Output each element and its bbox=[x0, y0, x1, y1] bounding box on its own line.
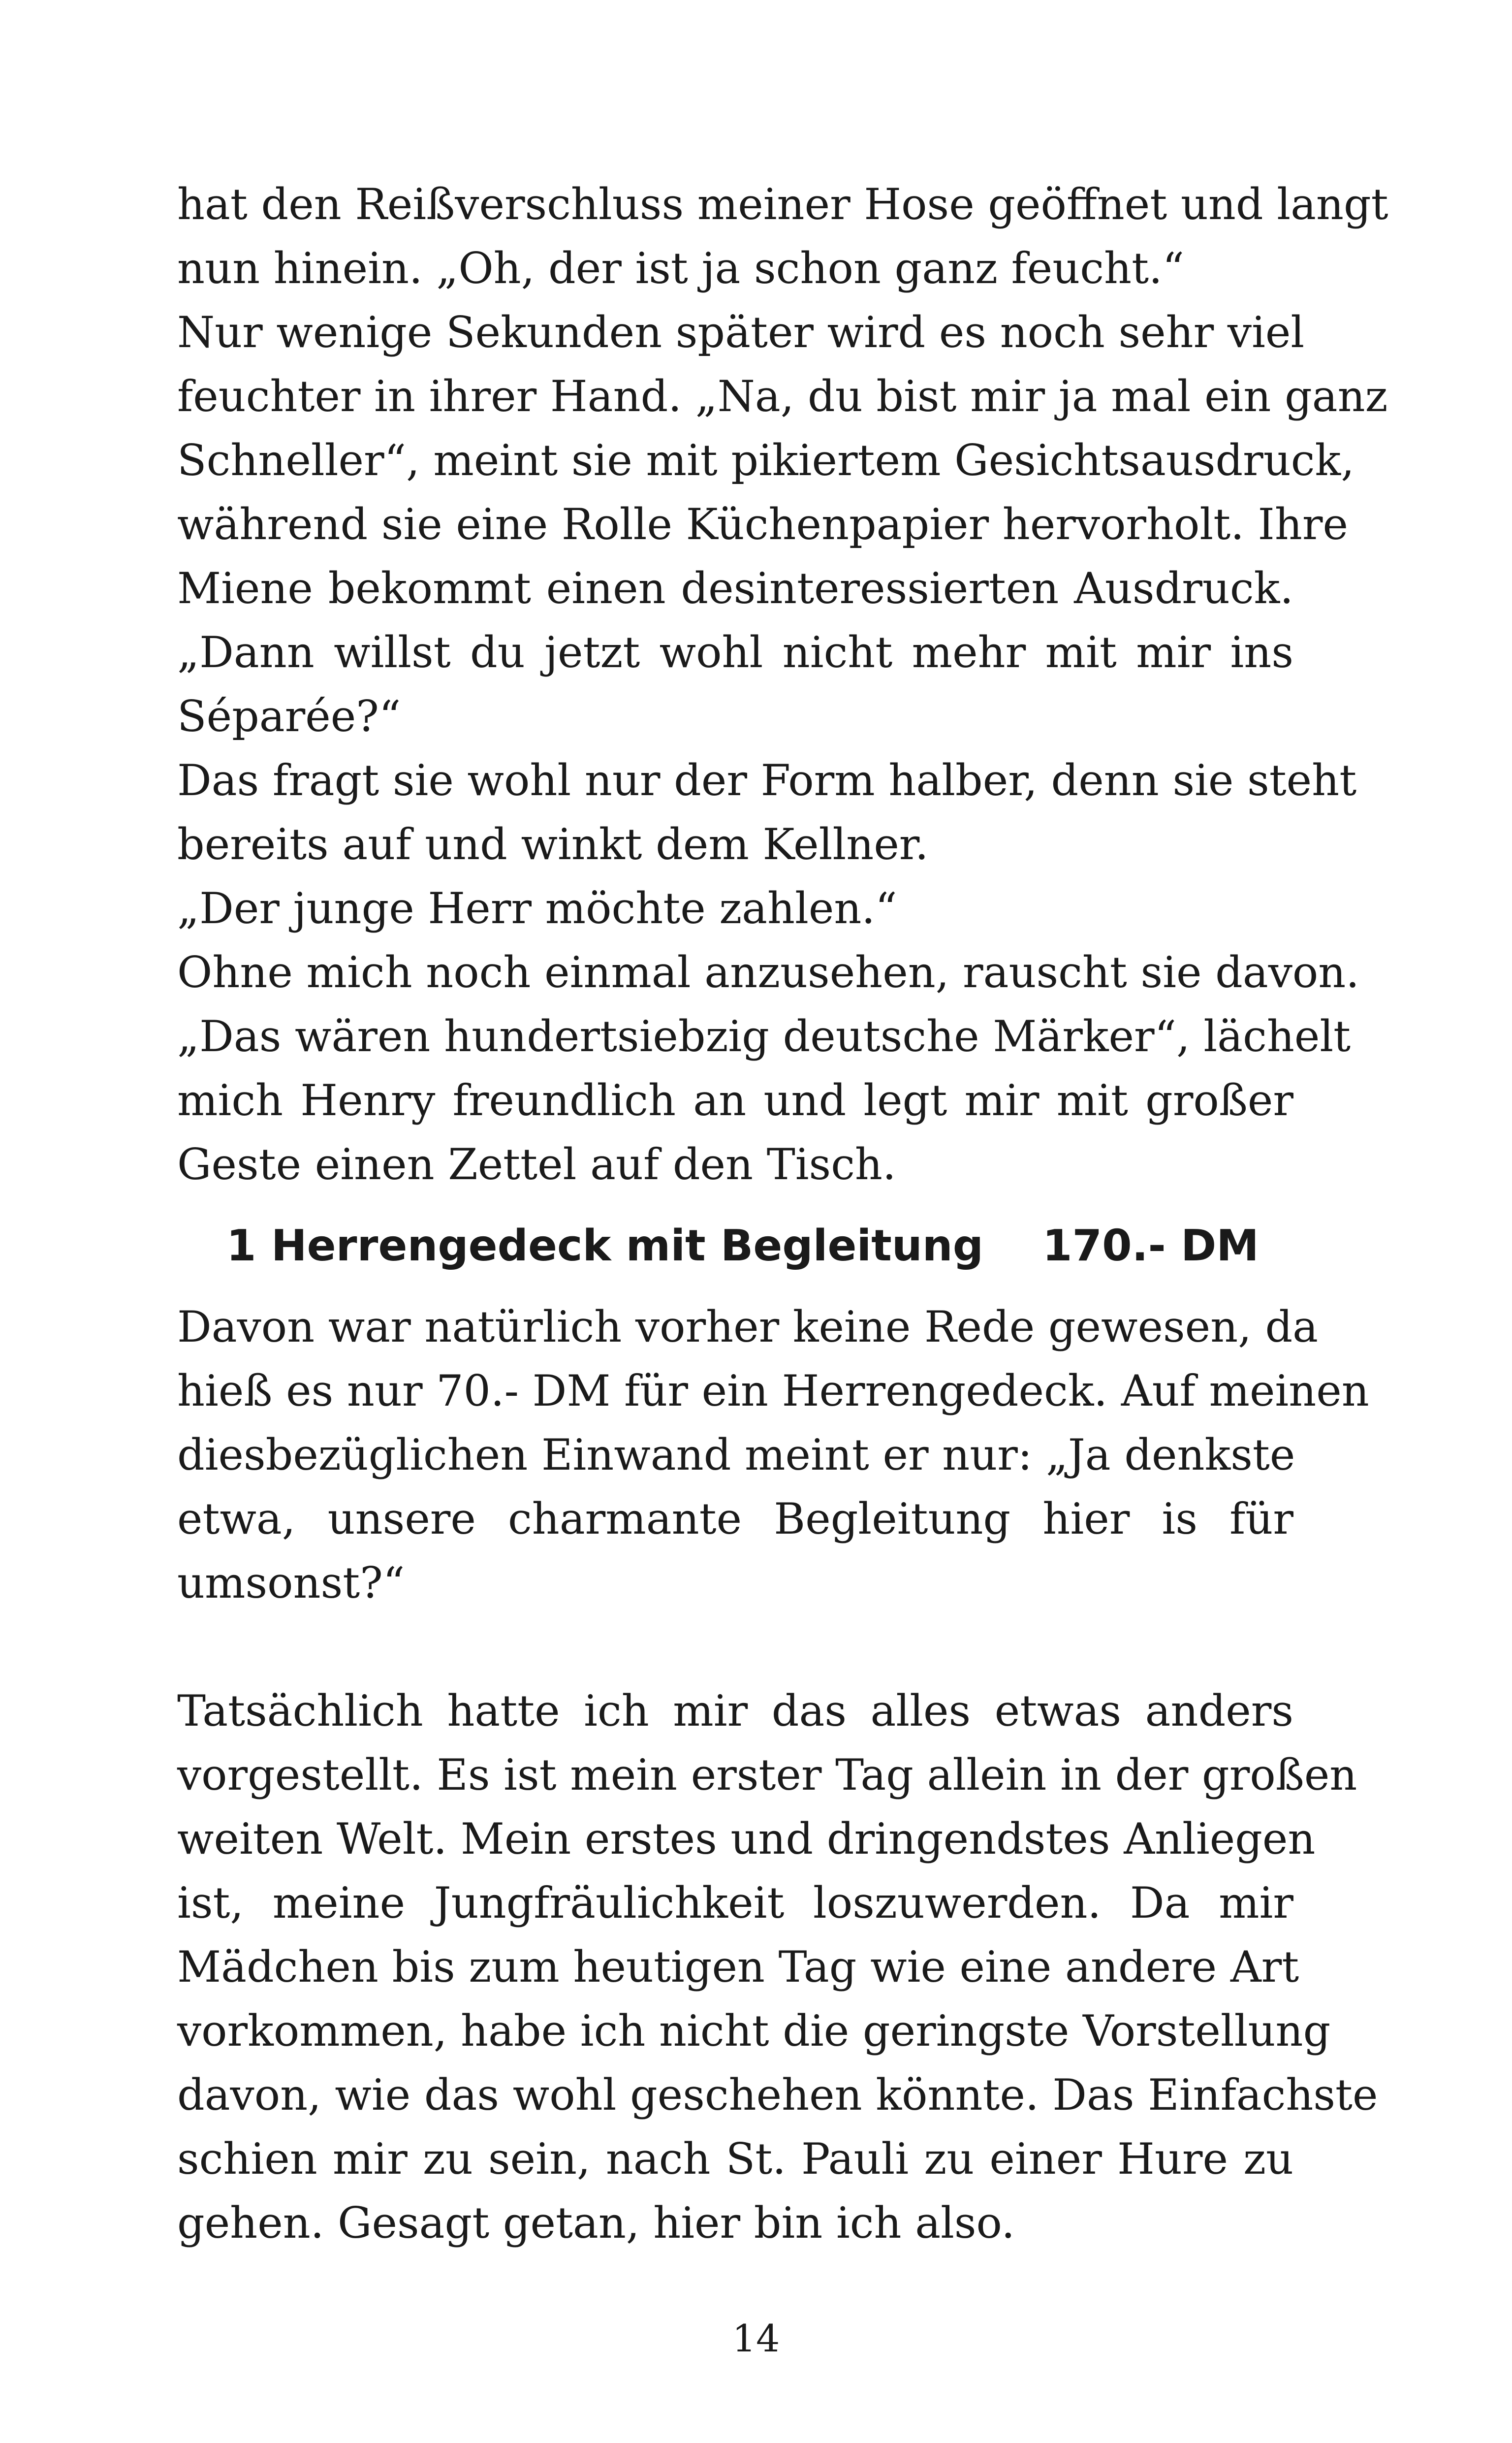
text-line: feuchter in ihrer Hand. „Na, du bist mir ja mal ein ganz bbox=[177, 371, 1388, 421]
text-line: „Das wären hundertsiebzig deutsche Märker“, lächelt bbox=[177, 1011, 1351, 1061]
text-line: während sie eine Rolle Küchenpapier hervorholt. Ihre bbox=[177, 499, 1348, 549]
text-line: schien mir zu sein, nach St. Pauli zu einer Hure zu bbox=[177, 2134, 1293, 2184]
text-line: bereits auf und winkt dem Kellner. bbox=[177, 819, 929, 869]
text-line: Miene bekommt einen desinteressierten Ausdruck. bbox=[177, 563, 1293, 613]
text-line: weiten Welt. Mein erstes und dringendstes Anliegen bbox=[177, 1814, 1316, 1864]
paragraph-gap bbox=[177, 1615, 1293, 1679]
text-line: Mädchen bis zum heutigen Tag wie eine andere Art bbox=[177, 1942, 1299, 1992]
bill-amount: 170.- DM bbox=[1042, 1221, 1259, 1271]
text-line: gehen. Gesagt getan, hier bin ich also. bbox=[177, 2198, 1015, 2248]
text-line: etwa, unsere charmante Begleitung hier is für bbox=[177, 1494, 1293, 1544]
text-line: Ohne mich noch einmal anzusehen, rauscht sie davon. bbox=[177, 947, 1359, 997]
text-line: nun hinein. „Oh, der ist ja schon ganz feucht.“ bbox=[177, 243, 1185, 293]
text-line: Geste einen Zettel auf den Tisch. bbox=[177, 1139, 896, 1189]
text-line: „Der junge Herr möchte zahlen.“ bbox=[177, 883, 897, 933]
text-line: diesbezüglichen Einwand meint er nur: „Ja denkste bbox=[177, 1430, 1295, 1480]
book-page bbox=[177, 172, 1388, 2255]
page-number: 14 bbox=[732, 2316, 780, 2360]
paragraph-backstory bbox=[177, 1679, 1378, 2255]
text-line: Nur wenige Sekunden später wird es noch sehr viel bbox=[177, 307, 1305, 357]
text-line: umsonst?“ bbox=[177, 1558, 405, 1608]
text-line: ist, meine Jungfräulichkeit loszuwerden. Da mir bbox=[177, 1878, 1293, 1928]
text-line: mich Henry freundlich an und legt mir mit großer bbox=[177, 1075, 1293, 1125]
bill-line bbox=[177, 1196, 1293, 1295]
text-line: Davon war natürlich vorher keine Rede gewesen, da bbox=[177, 1302, 1319, 1352]
text-line: Séparée?“ bbox=[177, 691, 401, 741]
text-line: hat den Reißverschluss meiner Hose geöffnet und langt bbox=[177, 179, 1388, 229]
text-line: davon, wie das wohl geschehen könnte. Das Einfachste bbox=[177, 2070, 1378, 2120]
paragraph-price-dispute bbox=[177, 1295, 1369, 1615]
text-line: vorkommen, habe ich nicht die geringste Vorstellung bbox=[177, 2006, 1331, 2056]
text-line: Tatsächlich hatte ich mir das alles etwas anders bbox=[177, 1686, 1293, 1736]
text-line: vorgestellt. Es ist mein erster Tag allein in der großen bbox=[177, 1750, 1357, 1800]
text-line: hieß es nur 70.- DM für ein Herrengedeck. Auf meinen bbox=[177, 1366, 1369, 1416]
text-line: „Dann willst du jetzt wohl nicht mehr mit mir ins bbox=[177, 627, 1293, 677]
text-line: Schneller“, meint sie mit pikiertem Gesichtsausdruck, bbox=[177, 435, 1354, 485]
paragraph-dialogue bbox=[177, 172, 1388, 1196]
bill-item: 1 Herrengedeck mit Begleitung bbox=[226, 1221, 984, 1271]
text-line: Das fragt sie wohl nur der Form halber, denn sie steht bbox=[177, 755, 1357, 805]
